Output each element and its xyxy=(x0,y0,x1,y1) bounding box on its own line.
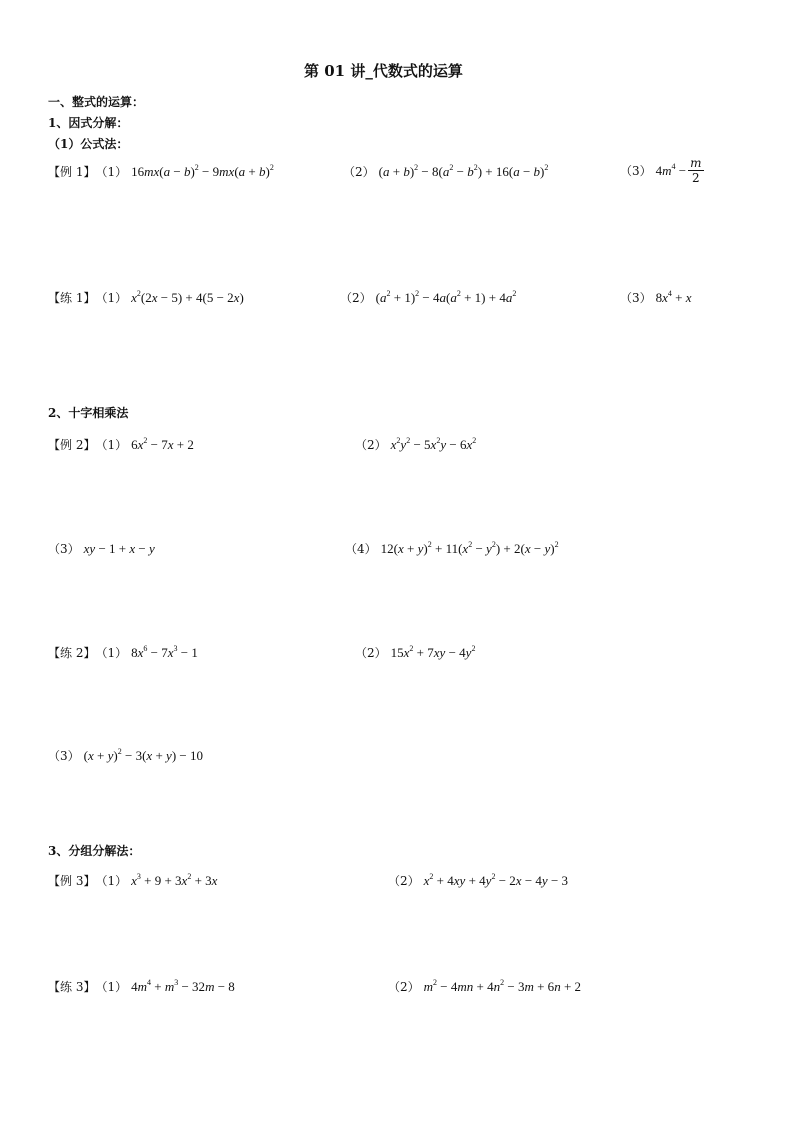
example-2-item-1 xyxy=(48,436,194,453)
math-expression: $4m^4$ − xyxy=(655,161,687,178)
example-2-item-3 xyxy=(48,540,155,557)
fraction-numerator: m xyxy=(690,156,702,170)
math-expression: $15x^2 + 7xy - 4y^2$ xyxy=(390,643,476,660)
practice-1-item-3 xyxy=(620,289,692,306)
heading-formula-method: （1）公式法： xyxy=(48,137,129,151)
example-label: 【例 1】 xyxy=(48,165,96,179)
math-expression: $4m^4 + m^3 - 32m - 8$ xyxy=(131,977,235,994)
item-number: （1） xyxy=(95,291,128,305)
practice-label: 【练 3】 xyxy=(48,980,96,994)
heading-cross-multiplication: 2、十字相乘法 xyxy=(48,406,129,420)
example-3-item-2 xyxy=(388,872,568,889)
page-title: 第 01 讲_代数式的运算 xyxy=(304,62,463,80)
item-number: （1） xyxy=(95,646,128,660)
practice-2-item-2 xyxy=(355,644,475,661)
math-expression: $x^2 + 4xy + 4y^2 - 2x - 4y - 3$ xyxy=(423,871,569,888)
item-number: （1） xyxy=(95,874,128,888)
example-1-item-2 xyxy=(343,163,548,180)
item-number: （3） xyxy=(48,749,80,763)
heading-integer-operations: 一、整式的运算： xyxy=(48,95,145,109)
practice-1-item-1 xyxy=(48,289,244,306)
item-number: （2） xyxy=(343,165,375,179)
practice-label: 【练 2】 xyxy=(48,646,96,660)
math-expression: $x^2y^2 - 5x^2y - 6x^2$ xyxy=(390,435,477,452)
item-number: （2） xyxy=(388,874,420,888)
math-expression: $8x^6 - 7x^3 - 1$ xyxy=(131,643,198,660)
item-number: （2） xyxy=(388,980,420,994)
math-expression: $6x^2 - 7x + 2$ xyxy=(131,435,194,452)
math-expression: $m^2 - 4mn + 4n^2 - 3m + 6n + 2$ xyxy=(423,977,582,994)
practice-3-item-1 xyxy=(48,978,235,995)
math-expression: $8x^4 + x$ xyxy=(655,288,692,305)
practice-label: 【练 1】 xyxy=(48,291,96,305)
practice-3-item-2 xyxy=(388,978,581,995)
math-expression: $(a + b)^2 - 8(a^2 - b^2) + 16(a - b)^2$ xyxy=(378,162,549,179)
item-number: （4） xyxy=(345,542,377,556)
practice-2-item-1 xyxy=(48,644,198,661)
item-number: （2） xyxy=(355,646,387,660)
example-1-item-3 xyxy=(620,156,704,185)
practice-1-item-2 xyxy=(340,289,516,306)
math-expression: $(a^2 + 1)^2 - 4a(a^2 + 1) + 4a^2$ xyxy=(375,288,517,305)
item-number: （3） xyxy=(620,291,652,305)
example-label: 【例 2】 xyxy=(48,438,96,452)
math-expression: $16mx(a - b)^2 - 9mx(a + b)^2$ xyxy=(131,162,274,179)
example-2-item-4 xyxy=(345,540,559,557)
example-3-item-1 xyxy=(48,872,217,889)
heading-grouping-method: 3、分组分解法： xyxy=(48,844,141,858)
example-1-item-1 xyxy=(48,163,274,180)
math-expression: $(x + y)^2 - 3(x + y) - 10$ xyxy=(83,746,203,763)
math-expression: $x^2(2x - 5) + 4(5 - 2x)$ xyxy=(131,288,244,305)
practice-2-item-3 xyxy=(48,747,203,764)
math-expression: $x^3 + 9 + 3x^2 + 3x$ xyxy=(131,871,218,888)
math-expression: xy − 1 + x − y xyxy=(83,540,155,556)
item-number: （1） xyxy=(95,165,128,179)
item-number: （2） xyxy=(340,291,372,305)
item-number: （3） xyxy=(620,164,652,178)
item-number: （1） xyxy=(95,438,128,452)
example-label: 【例 3】 xyxy=(48,874,96,888)
math-expression: $12(x + y)^2 + 11(x^2 - y^2) + 2(x - y)^2$ xyxy=(380,539,559,556)
item-number: （2） xyxy=(355,438,387,452)
heading-factorization: 1、因式分解： xyxy=(48,116,129,130)
fraction-denominator: 2 xyxy=(692,171,700,185)
item-number: （1） xyxy=(95,980,128,994)
example-2-item-2 xyxy=(355,436,476,453)
fraction xyxy=(688,156,703,185)
item-number: （3） xyxy=(48,542,80,556)
